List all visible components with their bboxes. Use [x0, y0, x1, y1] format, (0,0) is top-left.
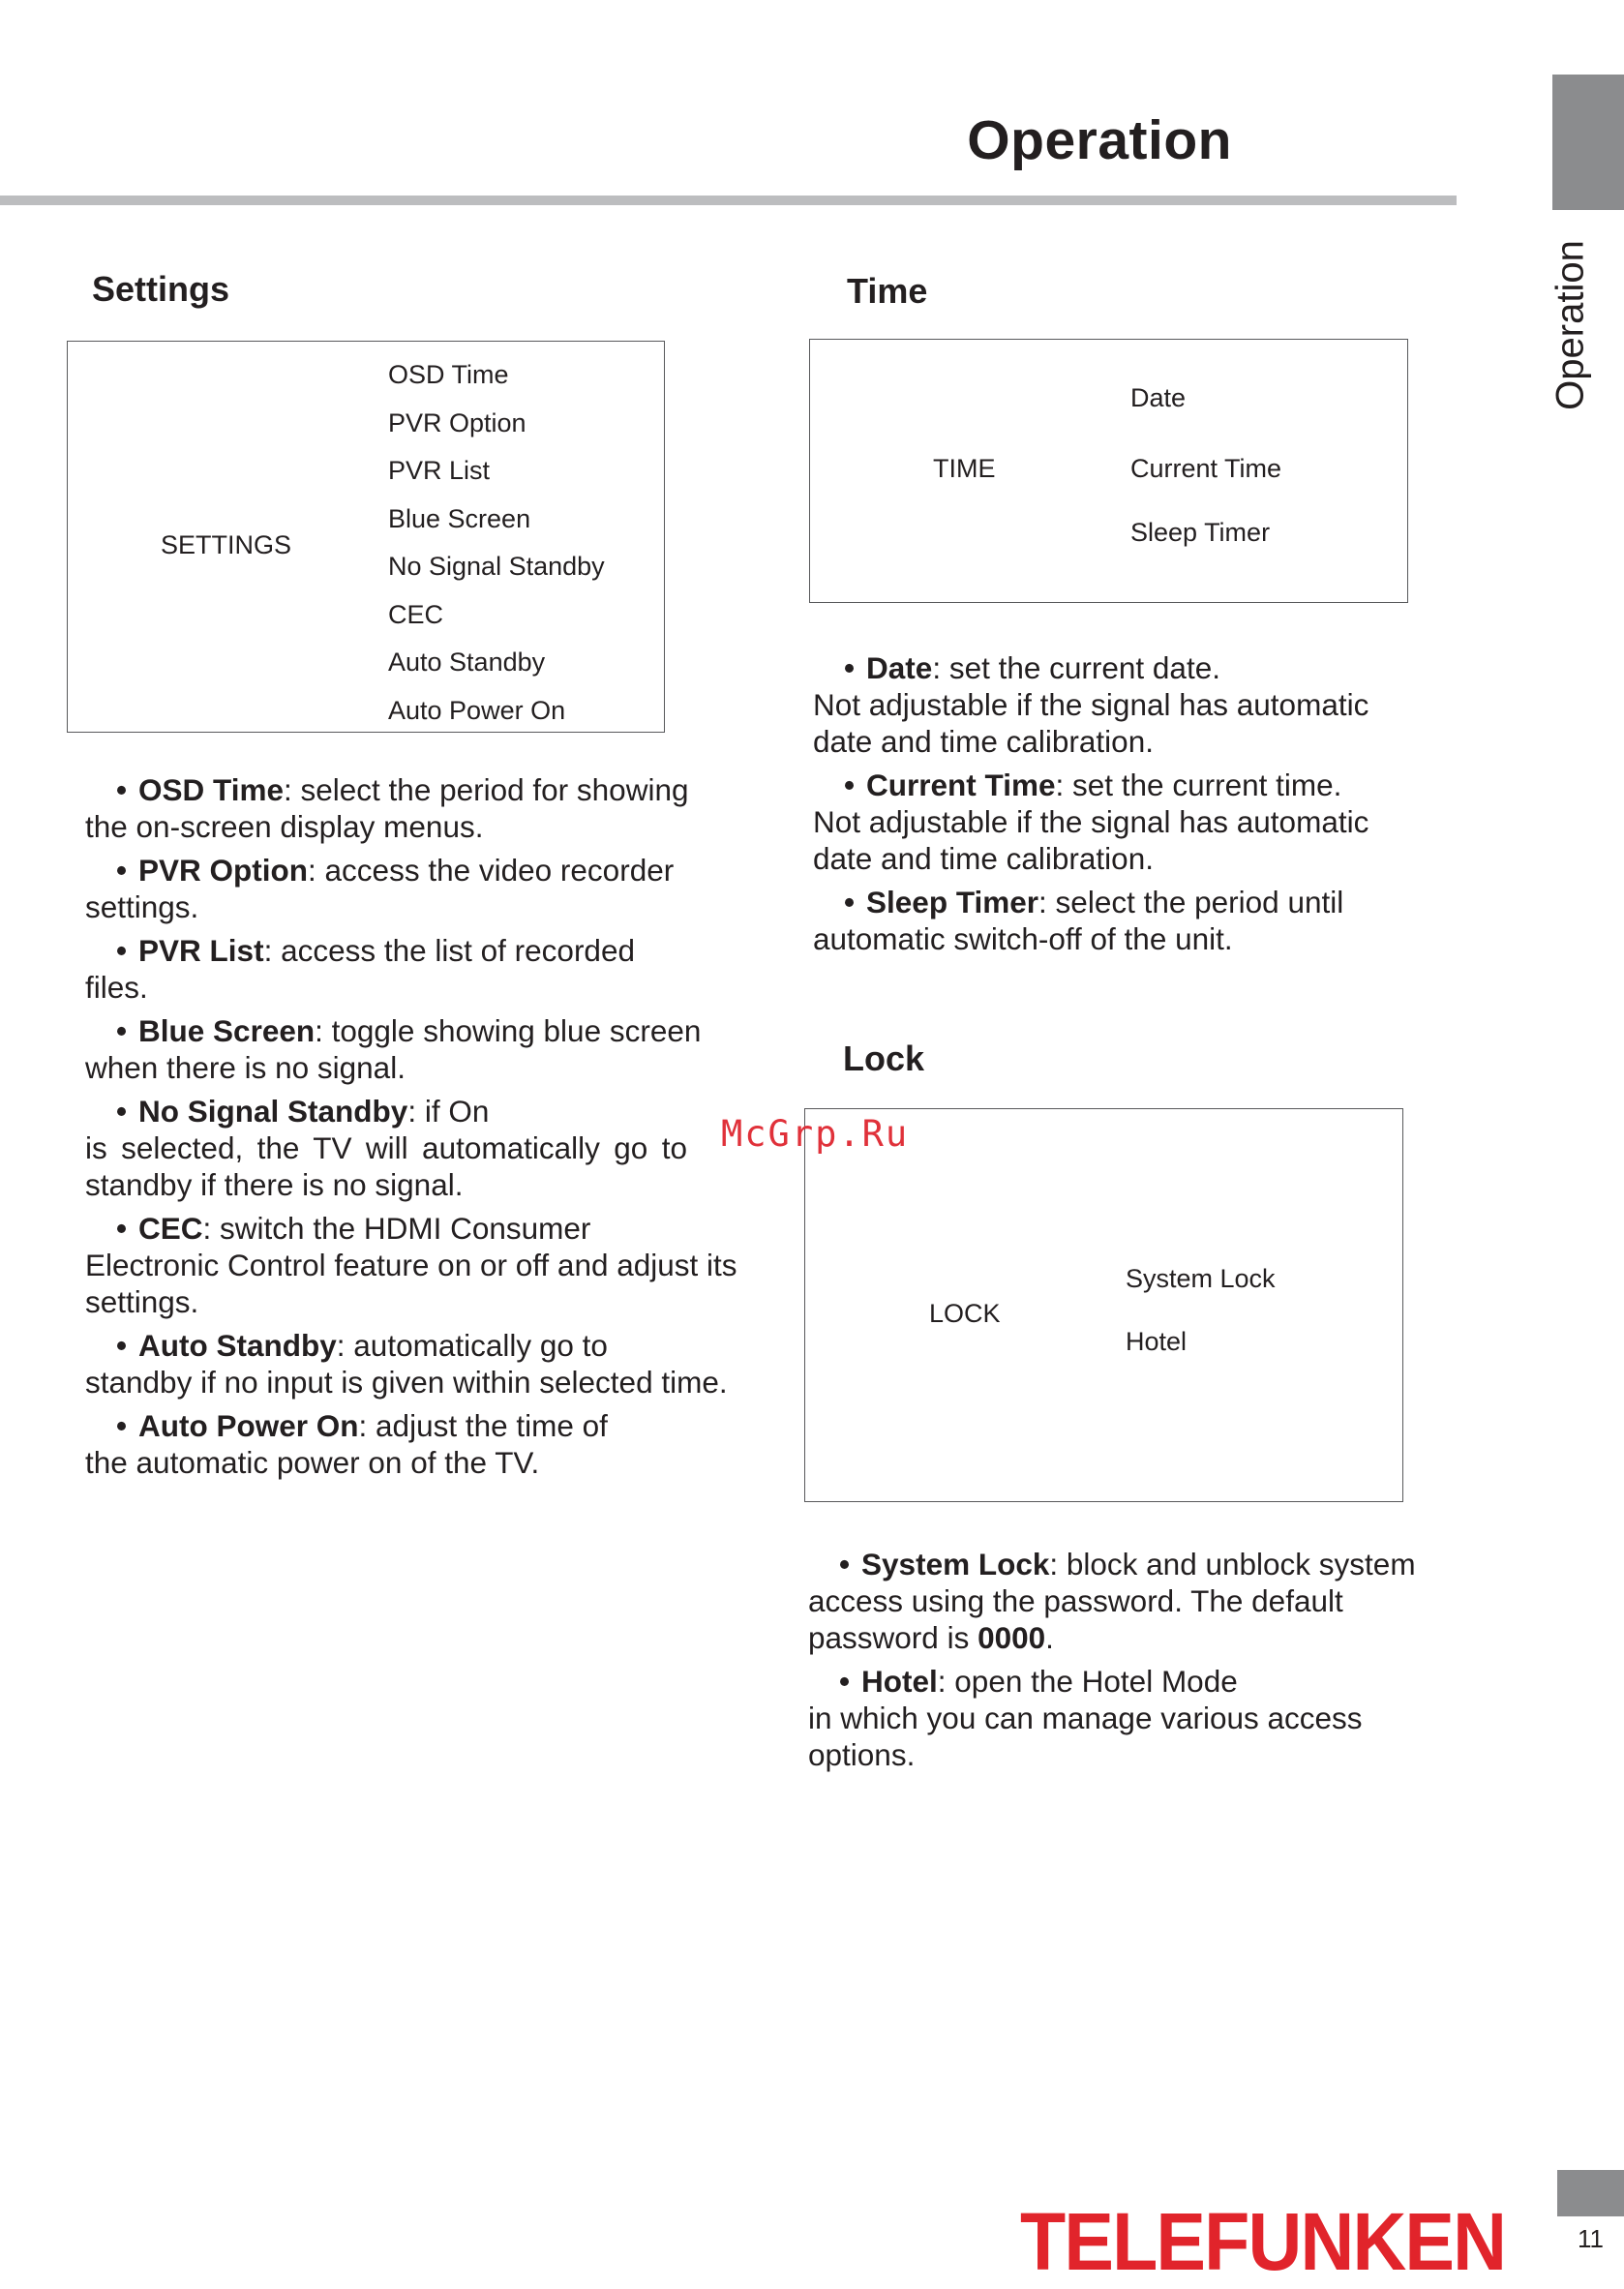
- side-section-label: [1551, 238, 1590, 412]
- page-number-tab: [1557, 2170, 1624, 2216]
- desc-rest: standby if no input is given within selected time.: [85, 1365, 728, 1400]
- desc-cec: [85, 1210, 763, 1320]
- brand-logo: TELEFUNKEN: [1020, 2196, 1506, 2287]
- bullet-icon: •: [116, 1211, 128, 1246]
- time-box-label: TIME: [933, 454, 996, 483]
- desc-first: : switch the HDMI Consumer: [202, 1211, 591, 1246]
- desc-first: : select the period for showing: [284, 772, 689, 807]
- desc-pvr-option: [85, 852, 763, 925]
- bullet-icon: •: [116, 933, 128, 968]
- menu-item-auto-standby: Auto Standby: [388, 648, 546, 677]
- desc-term: Hotel: [861, 1664, 938, 1699]
- bullet-icon: •: [844, 885, 856, 919]
- desc-term: System Lock: [861, 1547, 1050, 1581]
- desc-term: No Signal Standby: [138, 1094, 408, 1129]
- side-tab-marker: [1552, 75, 1624, 210]
- time-descriptions: [813, 649, 1418, 964]
- desc-rest: the on-screen display menus.: [85, 809, 484, 844]
- menu-item-current-time: Current Time: [1130, 454, 1282, 483]
- settings-descriptions: [85, 771, 763, 1488]
- desc-date: [813, 649, 1418, 760]
- bullet-icon: •: [844, 650, 856, 685]
- desc-rest-line: is selected, the TV will automatically go to: [85, 1130, 687, 1165]
- menu-item-pvr-list: PVR List: [388, 456, 491, 485]
- desc-hotel: [808, 1663, 1447, 1773]
- menu-item-blue-screen: Blue Screen: [388, 503, 531, 533]
- desc-rest: the automatic power on of the TV.: [85, 1445, 540, 1480]
- lock-descriptions: [808, 1546, 1447, 1780]
- bullet-icon: •: [116, 1328, 128, 1363]
- menu-item-no-signal-standby: No Signal Standby: [388, 552, 605, 581]
- desc-rest: access using the password. The default password is: [808, 1583, 1343, 1655]
- menu-item-sleep-timer: Sleep Timer: [1130, 518, 1271, 547]
- desc-first: : automatically go to: [336, 1328, 608, 1363]
- desc-first: : access the list of recorded: [263, 933, 635, 968]
- bullet-icon: •: [116, 1013, 128, 1048]
- settings-heading: Settings: [92, 269, 230, 309]
- desc-first: : set the current date.: [932, 650, 1220, 685]
- desc-rest-line: standby if there is no signal.: [85, 1167, 464, 1202]
- desc-rest: files.: [85, 970, 148, 1005]
- desc-term: PVR Option: [138, 853, 309, 888]
- bullet-icon: •: [116, 853, 128, 888]
- lock-heading: Lock: [843, 1039, 925, 1078]
- desc-first: : if On: [407, 1094, 490, 1129]
- settings-menu-box: [67, 341, 665, 733]
- desc-rest: automatic switch-off of the unit.: [813, 921, 1233, 956]
- time-menu-box: [809, 339, 1408, 603]
- desc-rest: Not adjustable if the signal has automatic date and time calibration.: [813, 687, 1369, 759]
- bullet-icon: •: [116, 1408, 128, 1443]
- desc-current-time: [813, 767, 1418, 877]
- side-label-text: Operation: [1549, 240, 1592, 410]
- desc-first: : select the period until: [1038, 885, 1344, 919]
- desc-term: Blue Screen: [138, 1013, 316, 1048]
- page-title: Operation: [967, 109, 1232, 171]
- menu-item-osd-time: OSD Time: [388, 360, 509, 389]
- bullet-icon: •: [839, 1664, 851, 1699]
- lock-menu-box: [804, 1108, 1403, 1502]
- desc-first: : toggle showing blue screen: [315, 1013, 702, 1048]
- desc-blue-screen: [85, 1012, 763, 1086]
- desc-first: : access the video recorder: [308, 853, 675, 888]
- bullet-icon: •: [116, 772, 128, 807]
- time-heading: Time: [847, 271, 928, 311]
- bullet-icon: •: [844, 768, 856, 802]
- desc-rest-end: .: [1045, 1620, 1054, 1655]
- menu-item-cec: CEC: [388, 599, 444, 629]
- desc-first: : block and unblock system: [1049, 1547, 1416, 1581]
- menu-item-pvr-option: PVR Option: [388, 407, 526, 437]
- desc-term: Current Time: [866, 768, 1056, 802]
- bullet-icon: •: [116, 1094, 128, 1129]
- default-password: 0000: [977, 1620, 1046, 1655]
- page-number: 11: [1578, 2224, 1604, 2253]
- desc-pvr-list: [85, 932, 763, 1006]
- desc-rest: settings.: [85, 889, 199, 924]
- menu-item-hotel: Hotel: [1126, 1327, 1188, 1356]
- desc-system-lock: [808, 1546, 1447, 1656]
- menu-item-system-lock: System Lock: [1126, 1264, 1276, 1293]
- desc-first: : set the current time.: [1055, 768, 1342, 802]
- bullet-icon: •: [839, 1547, 851, 1581]
- desc-no-signal-standby: [85, 1093, 763, 1203]
- desc-term: Auto Power On: [138, 1408, 359, 1443]
- desc-rest: in which you can manage various access options.: [808, 1701, 1363, 1772]
- desc-sleep-timer: [813, 884, 1418, 957]
- settings-box-label: SETTINGS: [161, 530, 292, 559]
- desc-term: CEC: [138, 1211, 203, 1246]
- desc-osd-time: [85, 771, 763, 845]
- desc-auto-standby: [85, 1327, 763, 1401]
- header-divider: [0, 196, 1457, 205]
- lock-box-label: LOCK: [929, 1299, 1001, 1328]
- desc-term: Sleep Timer: [866, 885, 1039, 919]
- menu-item-date: Date: [1130, 383, 1187, 412]
- desc-rest: when there is no signal.: [85, 1050, 406, 1085]
- desc-term: Auto Standby: [138, 1328, 337, 1363]
- watermark-text: McGrp.Ru: [721, 1113, 910, 1155]
- desc-term: PVR List: [138, 933, 264, 968]
- desc-rest: Not adjustable if the signal has automatic date and time calibration.: [813, 804, 1369, 876]
- settings-menu-items: [388, 351, 605, 735]
- desc-first: : adjust the time of: [358, 1408, 608, 1443]
- desc-rest: Electronic Control feature on or off and adjust its settings.: [85, 1248, 737, 1319]
- desc-term: Date: [866, 650, 933, 685]
- desc-term: OSD Time: [138, 772, 284, 807]
- menu-item-auto-power-on: Auto Power On: [388, 695, 566, 725]
- desc-auto-power-on: [85, 1407, 763, 1481]
- desc-first: : open the Hotel Mode: [937, 1664, 1238, 1699]
